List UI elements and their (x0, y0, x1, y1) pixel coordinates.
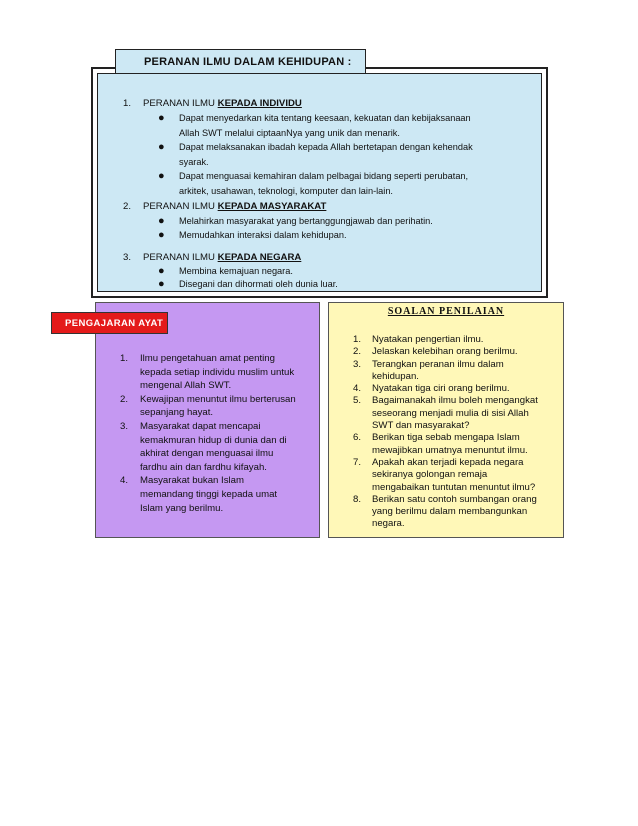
page-title: PERANAN ILMU DALAM KEHIDUPAN : (115, 49, 366, 74)
list-item: 3. Masyarakat dapat mencapai kemakmuran hidup di dunia dan di akhirat dengan menguasai ilmu fardhu ain dan fardhu kifayah. (120, 420, 287, 473)
list-item: 2. Kewajipan menuntut ilmu berterusan sepanjang hayat. (120, 393, 296, 419)
bullet-item: ● Dapat menguasai kemahiran dalam pelbagai bidang seperti perubatan, arkitek, usahawan, teknologi, komputer dan lain-lain. (158, 170, 469, 196)
bullet-icon: ● (158, 112, 165, 124)
section-negara-heading: 3. PERANAN ILMU KEPADA NEGARA (123, 252, 302, 263)
bullet-item: ● Memudahkan interaksi dalam kehidupan. (158, 229, 347, 241)
list-item: 3. Terangkan peranan ilmu dalam kehidupan. (353, 358, 504, 382)
bullet-icon: ● (158, 278, 165, 289)
bullet-icon: ● (158, 141, 165, 153)
list-item: 1. Nyatakan pengertian ilmu. (353, 334, 484, 345)
soalan-title: SOALAN PENILAIAN (387, 306, 505, 317)
bullet-item: ● Dapat melaksanakan ibadah kepada Allah bertetapan dengan kehendak syarak. (158, 141, 473, 167)
bullet-item: ● Melahirkan masyarakat yang bertanggungjawab dan perihatin. (158, 215, 433, 227)
list-item: 8. Berikan satu contoh sumbangan orang yang berilmu dalam membangunkan negara. (353, 493, 537, 530)
list-item: 4. Masyarakat bukan Islam memandang tinggi kepada umat Islam yang berilmu. (120, 475, 278, 514)
bullet-item: ● Dapat menyedarkan kita tentang keesaan, kekuatan dan kebijaksanaan Allah SWT melalui ciptaanNya yang unik dan menarik. (158, 112, 471, 138)
pengajaran-label: PENGAJARAN AYAT (51, 312, 168, 334)
section-masyarakat-heading: 2. PERANAN ILMU KEPADA MASYARAKAT (123, 201, 327, 212)
list-item: 2. Jelaskan kelebihan orang berilmu. (353, 346, 518, 358)
bullet-icon: ● (158, 229, 165, 241)
list-item: 5. Bagaimanakah ilmu boleh mengangkat seseorang menjadi mulia di sisi Allah SWT dan masyarakat? (353, 395, 538, 432)
section-individu-heading: 1. PERANAN ILMU KEPADA INDIVIDU (123, 98, 302, 109)
bullet-icon: ● (158, 170, 165, 182)
soalan-list (353, 334, 561, 531)
list-item: 7. Apakah akan terjadi kepada negara sekiranya golongan remaja mengabaikan tuntutan menuntut ilmu? (353, 456, 536, 493)
list-item: 6. Berikan tiga sebab mengapa Islam mewajibkan umatnya menuntut ilmu. (353, 432, 528, 456)
bullet-icon: ● (158, 265, 165, 277)
bullet-item: ● Membina kemajuan negara. (158, 265, 293, 277)
bullet-icon: ● (158, 215, 165, 227)
list-item: 4. Nyatakan tiga ciri orang berilmu. (353, 383, 510, 395)
bullet-item: ● Disegani dan dihormati oleh dunia luar. (158, 277, 518, 289)
list-item: 1. Ilmu pengetahuan amat penting kepada setiap individu muslim untuk mengenal Allah SWT. (120, 353, 295, 392)
pengajaran-list (120, 352, 316, 515)
